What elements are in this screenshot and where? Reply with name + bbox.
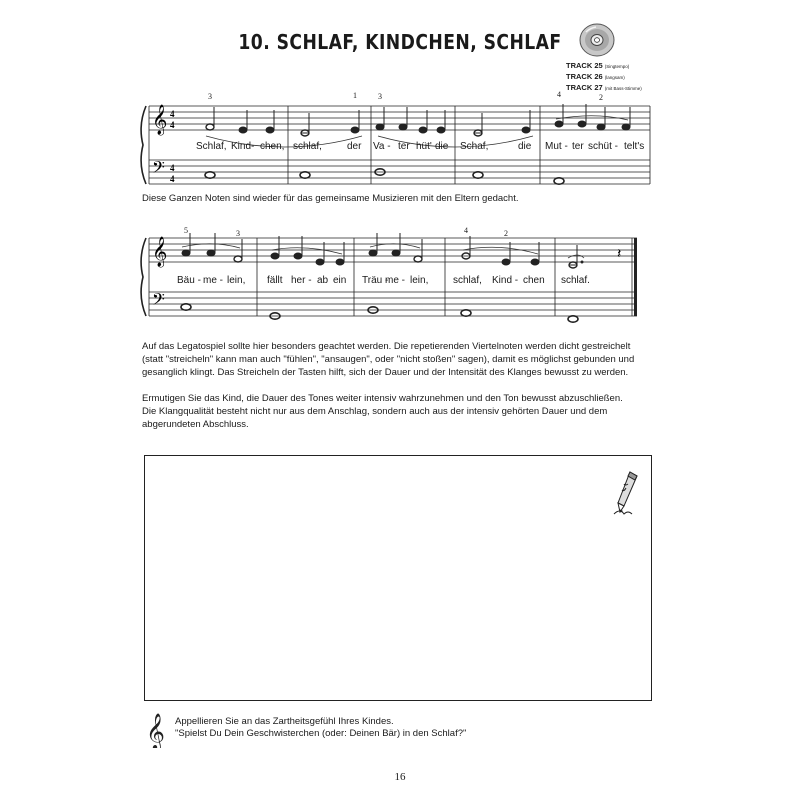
encourage-paragraph: Ermutigen Sie das Kind, die Dauer des Tones weiter intensiv wahrzunehmen und den Ton bewusst abzuschließen. Die Klangqualität besteht nicht nur aus dem Anschlag, sondern auch aus der intensiv gehörten Dauer und dem abgerundeten Abschluss.	[142, 393, 623, 430]
fingering: 5	[184, 226, 188, 235]
svg-text:𝄞: 𝄞	[146, 713, 165, 748]
treble-clef-icon: 𝄞	[152, 237, 168, 266]
page-number: 16	[394, 771, 406, 783]
legato-paragraph: Auf das Legatospiel sollte hier besonders geachtet werden. Die repetierenden Viertelnoten werden dicht gestreichelt (statt "streicheln" kann man auch "fühlen", "ansaugen", oder "nicht stoßen" sagen), damit es möglichst gebunden und gesanglich klingt. Das Streicheln der Tasten hilft, sich der Dauer und der Intensität des Klanges bewusst zu werden.	[142, 341, 635, 378]
fingering: 4	[464, 226, 468, 235]
fingering: 3	[378, 92, 382, 101]
quarter-rest-icon: 𝄽	[617, 247, 622, 262]
lyrics-line: Bäu - me - lein, fällt her - ab ein Träu - me - lein, schlaf, Kind - chen schlaf.	[177, 275, 590, 286]
notes-box	[144, 455, 652, 701]
lyrics-line: Schlaf, Kind- chen, schlaf, der Va - ter hüt' die Schaf, die Mut - ter schüt - telt's	[196, 141, 645, 152]
bass-clef-icon: 𝄢	[152, 159, 165, 181]
fingering: 3	[236, 229, 240, 238]
bass-clef-icon: 𝄢	[152, 291, 165, 313]
svg-text:4: 4	[170, 109, 175, 119]
whole-notes-note: Diese Ganzen Noten sind wieder für das gemeinsame Musizieren mit den Eltern gedacht.	[142, 193, 519, 204]
footer-tip: Appellieren Sie an das Zartheitsgefühl Ihres Kindes. "Spielst Du Dein Geschwisterchen (oder: Deinen Bär) in den Schlaf?"	[175, 716, 467, 739]
fingering: 2	[504, 229, 508, 238]
fingering: 2	[599, 93, 603, 102]
svg-text:4: 4	[170, 120, 175, 130]
system1-bass-notes	[205, 169, 564, 184]
pencil-icon	[612, 470, 640, 516]
treble-clef-icon: 𝄞	[152, 105, 168, 134]
fingering: 3	[208, 92, 212, 101]
svg-text:4: 4	[170, 174, 175, 184]
system2-bass-notes	[181, 304, 578, 322]
page-title: 10. SCHLAF, KINDCHEN, SCHLAF	[238, 30, 562, 54]
track-item: TRACK 27 (mit Bass-Stimme)	[566, 83, 642, 92]
fingering: 1	[353, 91, 357, 100]
fingering: 4	[557, 90, 561, 99]
treble-clef-icon	[144, 712, 168, 748]
track-item: TRACK 25 (Singtempo)	[566, 61, 630, 70]
svg-text:4: 4	[170, 163, 175, 173]
system1-notes	[206, 104, 630, 136]
track-item: TRACK 26 (langsam)	[566, 72, 625, 81]
